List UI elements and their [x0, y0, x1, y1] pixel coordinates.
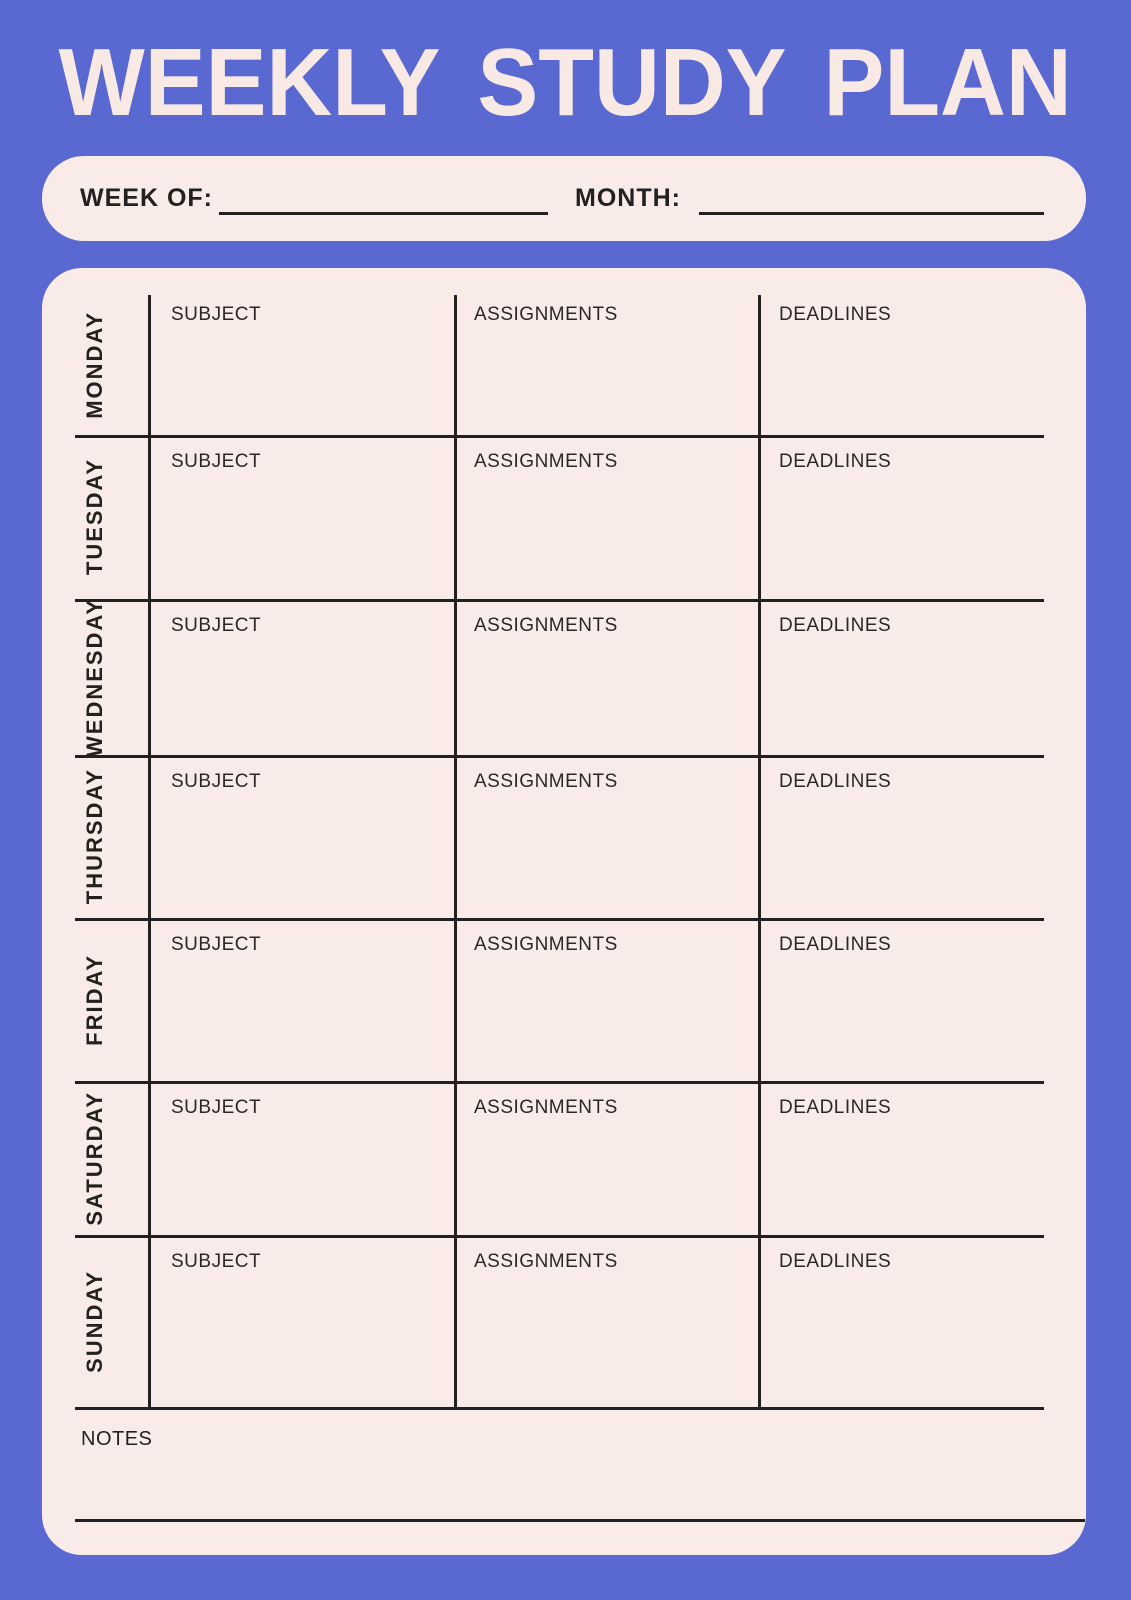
- week-of-input-line[interactable]: [219, 212, 548, 215]
- day-row-tuesday: [42, 435, 1044, 599]
- week-month-header-box: [42, 156, 1086, 241]
- column-header-subject: SUBJECT: [171, 934, 262, 955]
- column-header-deadlines: DEADLINES: [779, 1097, 892, 1118]
- assignments-entry-area[interactable]: [460, 339, 754, 431]
- deadlines-entry-area[interactable]: [764, 479, 1042, 595]
- subject-entry-area[interactable]: [154, 479, 450, 595]
- day-label-friday: [42, 918, 148, 1081]
- column-header-deadlines: DEADLINES: [779, 1251, 892, 1272]
- column-header-subject: SUBJECT: [171, 304, 262, 325]
- day-label-text: TUESDAY: [82, 458, 107, 576]
- subject-entry-area[interactable]: [154, 1125, 450, 1231]
- day-label-wednesday: [42, 599, 148, 755]
- subject-entry-area[interactable]: [154, 962, 450, 1077]
- column-header-assignments: ASSIGNMENTS: [474, 771, 618, 792]
- column-header-deadlines: DEADLINES: [779, 451, 892, 472]
- assignments-entry-area[interactable]: [460, 479, 754, 595]
- day-label-saturday: [42, 1081, 148, 1235]
- column-header-assignments: ASSIGNMENTS: [474, 615, 618, 636]
- assignments-entry-area[interactable]: [460, 799, 754, 914]
- column-header-assignments: ASSIGNMENTS: [474, 934, 618, 955]
- day-row-thursday: [42, 755, 1044, 918]
- notes-entry-area[interactable]: [81, 1458, 1041, 1516]
- month-input-line[interactable]: [699, 212, 1044, 215]
- subject-entry-area[interactable]: [154, 799, 450, 914]
- subject-entry-area[interactable]: [154, 1279, 450, 1403]
- subject-entry-area[interactable]: [154, 339, 450, 431]
- row-divider: [75, 1407, 1044, 1410]
- planner-panel: [42, 268, 1086, 1555]
- column-header-deadlines: DEADLINES: [779, 304, 892, 325]
- column-header-subject: SUBJECT: [171, 771, 262, 792]
- column-header-assignments: ASSIGNMENTS: [474, 451, 618, 472]
- day-label-text: WEDNESDAY: [82, 597, 107, 757]
- day-label-text: MONDAY: [82, 311, 107, 419]
- column-header-subject: SUBJECT: [171, 615, 262, 636]
- assignments-entry-area[interactable]: [460, 643, 754, 751]
- day-label-text: SUNDAY: [82, 1269, 107, 1373]
- day-label-text: THURSDAY: [82, 768, 107, 905]
- column-header-assignments: ASSIGNMENTS: [474, 1097, 618, 1118]
- column-header-deadlines: DEADLINES: [779, 771, 892, 792]
- notes-label: NOTES: [81, 1428, 153, 1450]
- deadlines-entry-area[interactable]: [764, 339, 1042, 431]
- assignments-entry-area[interactable]: [460, 1279, 754, 1403]
- column-header-assignments: ASSIGNMENTS: [474, 304, 618, 325]
- deadlines-entry-area[interactable]: [764, 799, 1042, 914]
- month-label: MONTH:: [575, 184, 681, 212]
- day-row-saturday: [42, 1081, 1044, 1235]
- day-label-sunday: [42, 1235, 148, 1407]
- column-header-assignments: ASSIGNMENTS: [474, 1251, 618, 1272]
- page-title-text: WEEKLY STUDY PLAN: [58, 29, 1073, 136]
- day-label-text: FRIDAY: [82, 953, 107, 1046]
- day-row-friday: [42, 918, 1044, 1081]
- day-row-sunday: [42, 1235, 1044, 1407]
- notes-input-line[interactable]: [75, 1519, 1085, 1522]
- deadlines-entry-area[interactable]: [764, 962, 1042, 1077]
- page-title: [0, 29, 1131, 136]
- day-label-tuesday: [42, 435, 148, 599]
- column-header-deadlines: DEADLINES: [779, 934, 892, 955]
- assignments-entry-area[interactable]: [460, 1125, 754, 1231]
- column-header-subject: SUBJECT: [171, 451, 262, 472]
- assignments-entry-area[interactable]: [460, 962, 754, 1077]
- deadlines-entry-area[interactable]: [764, 643, 1042, 751]
- day-label-monday: [42, 295, 148, 435]
- day-label-thursday: [42, 755, 148, 918]
- column-header-subject: SUBJECT: [171, 1251, 262, 1272]
- week-of-label: WEEK OF:: [80, 184, 213, 212]
- day-row-monday: [42, 295, 1044, 435]
- deadlines-entry-area[interactable]: [764, 1279, 1042, 1403]
- deadlines-entry-area[interactable]: [764, 1125, 1042, 1231]
- column-header-deadlines: DEADLINES: [779, 615, 892, 636]
- day-row-wednesday: [42, 599, 1044, 755]
- day-label-text: SATURDAY: [82, 1090, 107, 1226]
- column-header-subject: SUBJECT: [171, 1097, 262, 1118]
- subject-entry-area[interactable]: [154, 643, 450, 751]
